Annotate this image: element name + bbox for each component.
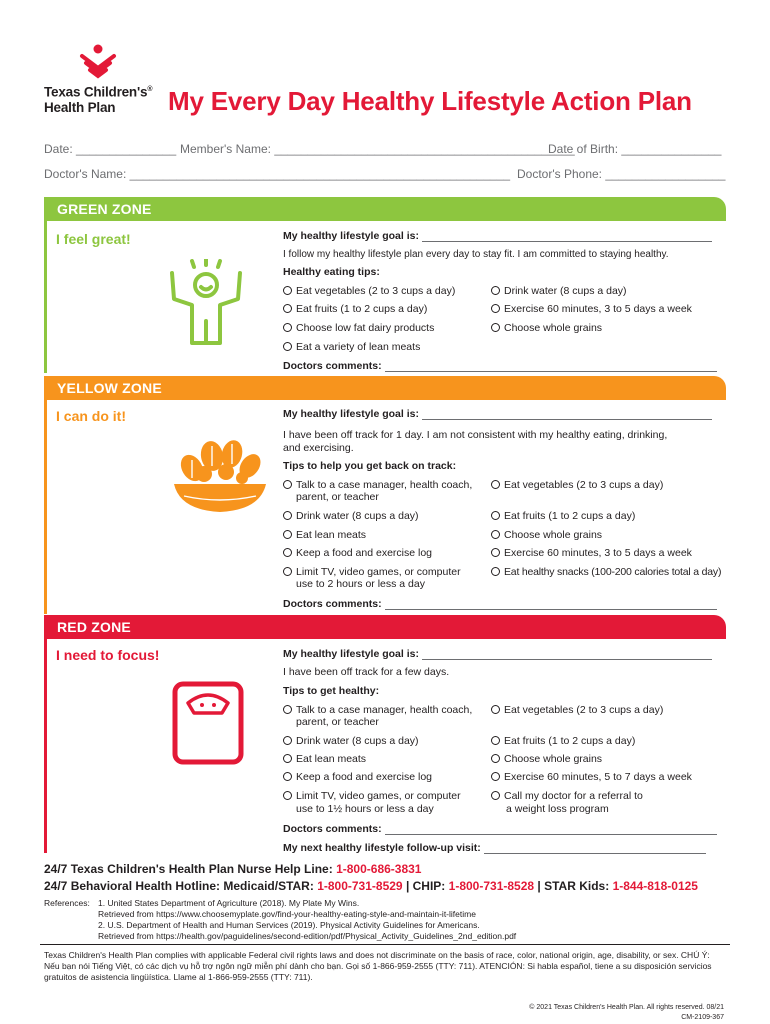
heart-logo-icon <box>78 44 118 82</box>
yellow-zone-rule <box>44 400 47 614</box>
green-left-item[interactable]: Eat vegetables (2 to 3 cups a day) <box>283 285 455 298</box>
yellow-right-item[interactable]: Eat fruits (1 to 2 cups a day) <box>491 510 635 523</box>
red-comments-label: Doctors comments: <box>283 823 382 835</box>
logo-wordmark <box>44 82 152 115</box>
checkbox-icon[interactable] <box>283 323 292 332</box>
doctor-phone-field[interactable]: Doctor's Phone: __________________ <box>517 167 726 181</box>
red-right-item[interactable]: Choose whole grains <box>491 753 602 766</box>
red-followup-label: My next healthy lifestyle follow-up visit: <box>283 842 481 854</box>
yellow-zone-header <box>44 376 726 400</box>
copyright: © 2021 Texas Children's Health Plan. All rights reserved. 08/21 <box>529 1004 724 1011</box>
red-comments[interactable] <box>283 823 717 835</box>
green-goal-label: My healthy lifestyle goal is: <box>283 230 419 242</box>
checkbox-icon[interactable] <box>283 567 292 576</box>
yellow-zone-label: YELLOW ZONE <box>57 380 162 396</box>
green-intro: I follow my healthy lifestyle plan every day to stay fit. I am committed to staying healthy. <box>283 249 669 260</box>
yellow-left-item[interactable]: Keep a food and exercise log <box>283 547 432 560</box>
green-comments[interactable] <box>283 360 717 372</box>
salad-bowl-icon <box>170 438 270 514</box>
starkids-label: STAR Kids: <box>544 879 610 893</box>
behavioral-label: 24/7 Behavioral Health Hotline: Medicaid/STAR: <box>44 879 314 893</box>
checkbox-icon[interactable] <box>491 705 500 714</box>
nurse-help-label: 24/7 Texas Children's Health Plan Nurse Help Line: <box>44 862 333 876</box>
medicaid-phone-link[interactable]: 1-800-731-8529 <box>317 879 403 893</box>
green-goal-line[interactable] <box>422 231 712 242</box>
green-zone-tag: I feel great! <box>56 231 131 247</box>
green-left-item[interactable]: Eat fruits (1 to 2 cups a day) <box>283 303 427 316</box>
checkbox-icon[interactable] <box>491 511 500 520</box>
red-goal[interactable] <box>283 648 712 660</box>
yellow-left-item-cont: use to 2 hours or less a day <box>296 578 425 590</box>
registered-mark: ® <box>147 86 153 93</box>
checkbox-icon[interactable] <box>491 530 500 539</box>
checkbox-icon[interactable] <box>491 323 500 332</box>
references-label: References: <box>44 898 90 908</box>
red-zone-tag: I need to focus! <box>56 647 160 663</box>
behavioral-hotline <box>44 879 698 893</box>
checkbox-icon[interactable] <box>283 480 292 489</box>
red-right-item-cont: a weight loss program <box>506 803 609 815</box>
green-zone-label: GREEN ZONE <box>57 201 152 217</box>
nurse-phone-link[interactable]: 1-800-686-3831 <box>336 862 422 876</box>
red-left-item-cont: parent, or teacher <box>296 716 379 728</box>
green-left-item[interactable]: Eat a variety of lean meats <box>283 341 420 354</box>
yellow-left-item[interactable]: Talk to a case manager, health coach, <box>283 479 472 492</box>
red-intro: I have been off track for a few days. <box>283 666 450 678</box>
checkbox-icon[interactable] <box>283 754 292 763</box>
checkbox-icon[interactable] <box>283 705 292 714</box>
red-zone-rule <box>44 639 47 853</box>
nurse-help-line <box>44 862 421 876</box>
scale-icon <box>172 681 244 765</box>
red-comments-line[interactable] <box>385 824 717 835</box>
dob-field[interactable]: Date of Birth: _______________ <box>548 142 722 156</box>
green-zone-header <box>44 197 726 221</box>
red-right-item[interactable]: Exercise 60 minutes, 5 to 7 days a week <box>491 771 692 784</box>
yellow-right-item[interactable]: Eat vegetables (2 to 3 cups a day) <box>491 479 663 492</box>
yellow-goal-line[interactable] <box>422 409 712 420</box>
yellow-right-item[interactable]: Exercise 60 minutes, 3 to 5 days a week <box>491 547 692 560</box>
separator: | <box>405 879 410 893</box>
page-title: My Every Day Healthy Lifestyle Action Plan <box>168 86 692 116</box>
checkbox-icon[interactable] <box>283 736 292 745</box>
yellow-right-item[interactable]: Choose whole grains <box>491 529 602 542</box>
checkbox-icon[interactable] <box>491 480 500 489</box>
red-left-item[interactable]: Eat lean meats <box>283 753 366 766</box>
yellow-goal-label: My healthy lifestyle goal is: <box>283 408 419 420</box>
red-tips-title: Tips to get healthy: <box>283 685 380 697</box>
red-right-item[interactable]: Eat vegetables (2 to 3 cups a day) <box>491 704 663 717</box>
red-left-item[interactable]: Drink water (8 cups a day) <box>283 735 419 748</box>
yellow-intro-2: and exercising. <box>283 442 354 454</box>
green-right-item[interactable]: Exercise 60 minutes, 3 to 5 days a week <box>491 303 692 316</box>
chip-label: CHIP: <box>412 879 446 893</box>
red-left-item[interactable]: Talk to a case manager, health coach, <box>283 704 472 717</box>
red-left-item[interactable]: Keep a food and exercise log <box>283 771 432 784</box>
chip-phone-link[interactable]: 1-800-731-8528 <box>448 879 535 893</box>
checkbox-icon[interactable] <box>491 548 500 557</box>
form-code: CM-2109-367 <box>681 1014 724 1021</box>
member-name-field[interactable]: Member's Name: _____________________________________________ <box>180 142 575 156</box>
green-goal[interactable] <box>283 230 712 242</box>
footer-divider <box>40 944 730 945</box>
reference-line: 2. U.S. Department of Health and Human Services (2019). Physical Activity Guidelines for Americans. <box>98 920 480 930</box>
yellow-comments-line[interactable] <box>385 599 717 610</box>
yellow-left-item[interactable]: Limit TV, video games, or computer <box>283 566 461 579</box>
checkbox-icon[interactable] <box>491 772 500 781</box>
starkids-phone-link[interactable]: 1-844-818-0125 <box>612 879 698 893</box>
green-right-item[interactable]: Choose whole grains <box>491 322 602 335</box>
checkbox-icon[interactable] <box>491 736 500 745</box>
green-comments-label: Doctors comments: <box>283 360 382 372</box>
red-zone-label: RED ZONE <box>57 619 131 635</box>
yellow-left-item[interactable]: Eat lean meats <box>283 529 366 542</box>
green-left-item[interactable]: Choose low fat dairy products <box>283 322 434 335</box>
yellow-zone-tag: I can do it! <box>56 408 126 424</box>
reference-link[interactable]: Retrieved from https://www.choosemyplate.gov/find-your-healthy-eating-style-and-maintain-it-lifetime <box>98 909 476 919</box>
green-tips-title: Healthy eating tips: <box>283 266 380 278</box>
logo-line1: Texas Children's <box>44 84 148 100</box>
checkbox-icon[interactable] <box>491 304 500 313</box>
yellow-comments-label: Doctors comments: <box>283 598 382 610</box>
yellow-left-item-cont: parent, or teacher <box>296 491 379 503</box>
doctor-name-field[interactable]: Doctor's Name: _________________________________________________________ <box>44 167 511 181</box>
checkbox-icon[interactable] <box>283 511 292 520</box>
checkbox-icon[interactable] <box>491 286 500 295</box>
reference-line: 1. United States Department of Agriculture (2018). My Plate My Wins. <box>98 898 360 908</box>
checkbox-icon[interactable] <box>283 304 292 313</box>
checkbox-icon[interactable] <box>283 772 292 781</box>
separator: | <box>537 879 541 893</box>
checkbox-icon[interactable] <box>283 342 292 351</box>
checkbox-icon[interactable] <box>491 754 500 763</box>
green-zone-rule <box>44 221 47 373</box>
yellow-goal[interactable] <box>283 408 712 420</box>
checkbox-icon[interactable] <box>283 548 292 557</box>
checkbox-icon[interactable] <box>283 286 292 295</box>
red-left-item[interactable]: Limit TV, video games, or computer <box>283 790 461 803</box>
checkbox-icon[interactable] <box>491 567 500 576</box>
happy-person-icon <box>164 259 248 349</box>
nondiscrimination-notice: Texas Children's Health Plan complies with applicable Federal civil rights laws and does not discriminate on the basis of race, color, national origin, age, disability, or sex. CHÚ Ý: Nếu bạn nói Tiếng Việt, có các dịch vụ hỗ trợ ngôn ngữ miễn phí dành cho bạn. Gọi số 1-866-959-2555 (TTY: 711). ATENCIÓN: Si habla español, tiene a su disposición servicios gratuitos de asistencia lingüística. Llame al 1-866-959-2555 (TTY: 711). <box>44 950 712 982</box>
red-goal-line[interactable] <box>422 649 712 660</box>
yellow-right-item[interactable]: Eat healthy snacks (100-200 calories total a day) <box>491 566 721 579</box>
yellow-intro-1: I have been off track for 1 day. I am not consistent with my healthy eating, drinking, <box>283 429 668 441</box>
red-right-item[interactable]: Call my doctor for a referral to <box>491 790 643 803</box>
checkbox-icon[interactable] <box>283 791 292 800</box>
green-comments-line[interactable] <box>385 361 717 372</box>
red-right-item[interactable]: Eat fruits (1 to 2 cups a day) <box>491 735 635 748</box>
yellow-left-item[interactable]: Drink water (8 cups a day) <box>283 510 419 523</box>
green-right-item[interactable]: Drink water (8 cups a day) <box>491 285 627 298</box>
date-field[interactable]: Date: _______________ <box>44 142 177 156</box>
red-zone-header <box>44 615 726 639</box>
red-followup[interactable] <box>283 842 706 854</box>
yellow-comments[interactable] <box>283 598 717 610</box>
logo-line2: Health Plan <box>44 99 116 115</box>
red-goal-label: My healthy lifestyle goal is: <box>283 648 419 660</box>
yellow-tips-title: Tips to help you get back on track: <box>283 460 457 472</box>
checkbox-icon[interactable] <box>491 791 500 800</box>
reference-link[interactable]: Retrieved from https://health.gov/paguidelines/second-edition/pdf/Physical_Activity_Guidelines_2nd_edition.pdf <box>98 931 517 941</box>
references-list <box>98 898 516 942</box>
checkbox-icon[interactable] <box>283 530 292 539</box>
red-left-item-cont: use to 1½ hours or less a day <box>296 803 434 815</box>
red-followup-line[interactable] <box>484 843 706 854</box>
